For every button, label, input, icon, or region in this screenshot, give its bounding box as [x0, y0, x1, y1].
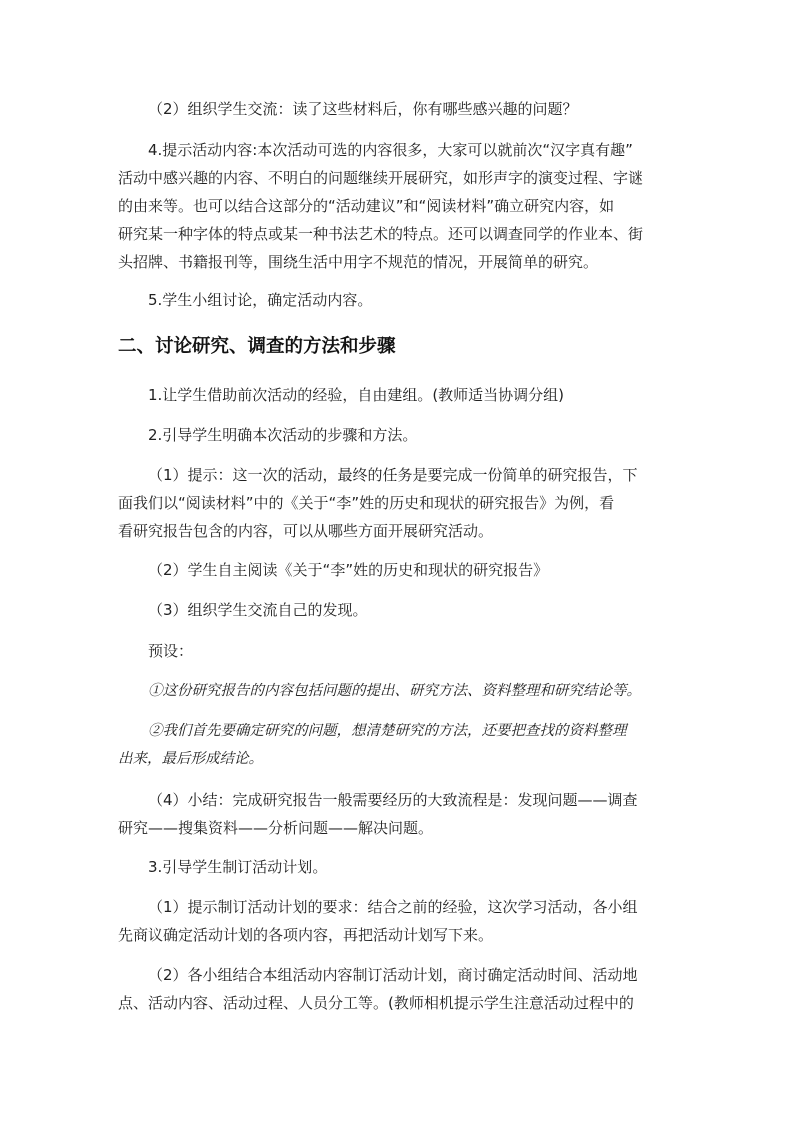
- section-heading: 二、讨论研究、调查的方法和步骤: [118, 336, 396, 357]
- paragraph-self-reading: （2）学生自主阅读《关于“李”姓的历史和现状的研究报告》: [148, 561, 549, 579]
- paragraph-make-plan: 3.引导学生制订活动计划。: [148, 858, 328, 876]
- paragraph-form-groups: 1.让学生借助前次活动的经验，自由建组。(教师适当协调分组): [148, 386, 565, 404]
- paragraph-hint-report: （1）提示：这一次的活动，最终的任务是要完成一份简单的研究报告，下 面我们以“阅读材料”中的《关于“李”姓的历史和现状的研究报告》为例，看 看研究报告包含的内容，可以从哪些方面开展研究活动。: [118, 466, 638, 540]
- paragraph-group-discussion: 5.学生小组讨论，确定活动内容。: [148, 291, 373, 309]
- paragraph-group-plan: （2）各小组结合本组活动内容制订活动计划，商讨确定活动时间、活动地 点、活动内容、活动过程、人员分工等。(教师相机提示学生注意活动过程中的: [118, 966, 638, 1012]
- paragraph-plan-requirements: （1）提示制订活动计划的要求：结合之前的经验，这次学习活动，各小组 先商议确定活动计划的各项内容，再把活动计划写下来。: [118, 898, 638, 944]
- paragraph-summary: （4）小结：完成研究报告一般需要经历的大致流程是：发现问题——调查 研究——搜集资料——分析问题——解决问题。: [118, 791, 638, 837]
- paragraph-activity-content: 4.提示活动内容:本次活动可选的内容很多，大家可以就前次“汉字真有趣” 活动中感兴趣的内容、不明白的问题继续开展研究，如形声字的演变过程、字谜 的由来等。也可以结合这部分的“活动建议”和“阅读材料”确立研究内容，如 研究某一种字体的特点或某一种书法艺术的特点。还可以调查同学的作业本、街 头招牌、书籍报刊等，围绕生活中用字不规范的情况，开展简单的研究。: [118, 141, 644, 271]
- paragraph-preset-two: ②我们首先要确定研究的问题，想清楚研究的方法，还要把查找的资料整理 出来，最后形成结论。: [118, 723, 627, 767]
- paragraph-share-findings: （3）组织学生交流自己的发现。: [148, 601, 368, 619]
- paragraph-discussion-question: （2）组织学生交流：读了这些材料后，你有哪些感兴趣的问题？: [148, 100, 578, 118]
- paragraph-preset-label: 预设：: [148, 642, 194, 660]
- paragraph-steps-methods: 2.引导学生明确本次活动的步骤和方法。: [148, 426, 418, 444]
- paragraph-preset-one: ①这份研究报告的内容包括问题的提出、研究方法、资料整理和研究结论等。: [148, 683, 641, 699]
